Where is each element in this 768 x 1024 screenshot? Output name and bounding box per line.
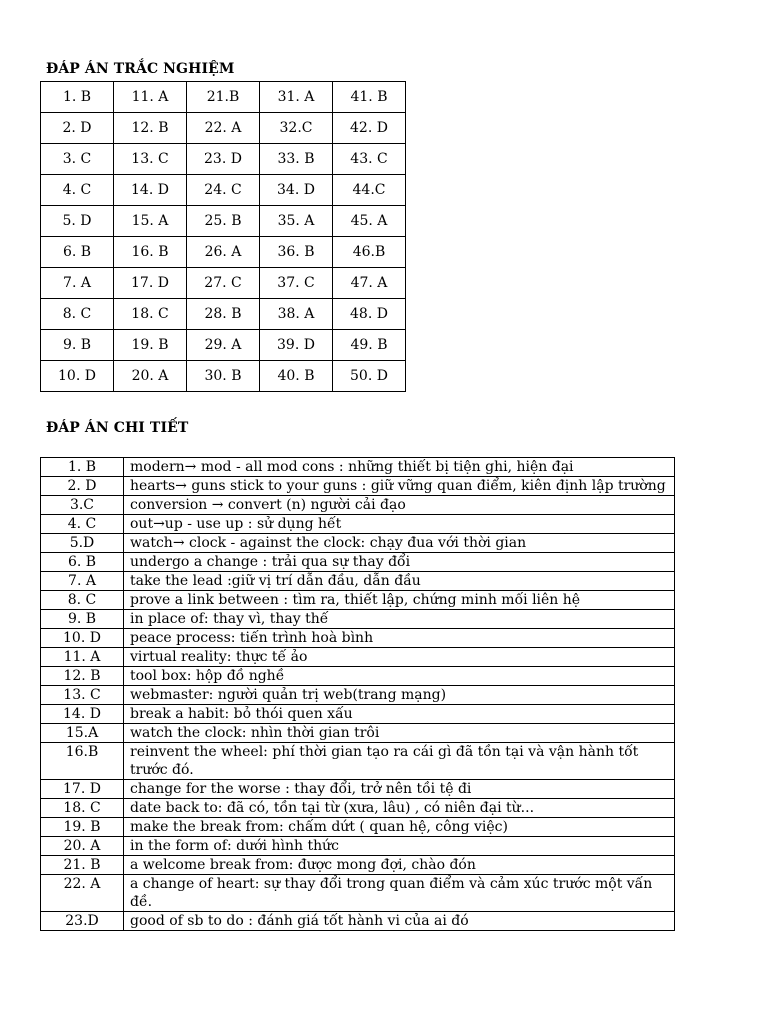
grid-cell: 11. A <box>114 82 187 113</box>
grid-cell: 19. B <box>114 330 187 361</box>
grid-cell: 43. C <box>333 144 406 175</box>
detailed-answers-heading: ĐÁP ÁN CHI TIẾT <box>46 420 189 436</box>
grid-row <box>41 113 406 144</box>
grid-cell: 18. C <box>114 299 187 330</box>
detail-question-number: 23.D <box>41 912 124 931</box>
detail-question-number: 18. C <box>41 799 124 818</box>
grid-cell: 49. B <box>333 330 406 361</box>
grid-row <box>41 330 406 361</box>
grid-cell: 21.B <box>187 82 260 113</box>
detail-explanation: conversion → convert (n) người cải đạo <box>124 496 675 515</box>
grid-cell: 27. C <box>187 268 260 299</box>
answer-grid-table <box>40 81 406 392</box>
grid-cell: 37. C <box>260 268 333 299</box>
detail-row <box>41 667 675 686</box>
grid-cell: 14. D <box>114 175 187 206</box>
grid-cell: 50. D <box>333 361 406 392</box>
detail-explanation: virtual reality: thực tế ảo <box>124 648 675 667</box>
detail-explanation: a change of heart: sự thay đổi trong quan điểm và cảm xúc trước một vấn đề. <box>124 875 675 912</box>
detail-explanation: break a habit: bỏ thói quen xấu <box>124 705 675 724</box>
detail-row <box>41 818 675 837</box>
detail-row <box>41 837 675 856</box>
grid-cell: 48. D <box>333 299 406 330</box>
grid-row <box>41 237 406 268</box>
grid-cell: 34. D <box>260 175 333 206</box>
grid-cell: 9. B <box>41 330 114 361</box>
grid-cell: 38. A <box>260 299 333 330</box>
detail-row <box>41 477 675 496</box>
detail-row <box>41 856 675 875</box>
detailed-answers-table <box>40 457 675 931</box>
detail-question-number: 22. A <box>41 875 124 912</box>
detail-question-number: 16.B <box>41 743 124 780</box>
grid-cell: 47. A <box>333 268 406 299</box>
detail-question-number: 9. B <box>41 610 124 629</box>
detail-question-number: 10. D <box>41 629 124 648</box>
detail-row <box>41 496 675 515</box>
detail-row <box>41 534 675 553</box>
detail-row <box>41 572 675 591</box>
detail-row <box>41 724 675 743</box>
detail-question-number: 14. D <box>41 705 124 724</box>
detail-question-number: 21. B <box>41 856 124 875</box>
detail-question-number: 5.D <box>41 534 124 553</box>
grid-row <box>41 299 406 330</box>
detail-question-number: 12. B <box>41 667 124 686</box>
grid-row <box>41 82 406 113</box>
detail-explanation: tool box: hộp đồ nghề <box>124 667 675 686</box>
detail-question-number: 17. D <box>41 780 124 799</box>
detail-question-number: 7. A <box>41 572 124 591</box>
detail-question-number: 8. C <box>41 591 124 610</box>
detail-row <box>41 912 675 931</box>
grid-cell: 6. B <box>41 237 114 268</box>
grid-row <box>41 206 406 237</box>
detail-explanation: watch→ clock - against the clock: chạy đua với thời gian <box>124 534 675 553</box>
detail-row <box>41 553 675 572</box>
grid-row <box>41 361 406 392</box>
grid-cell: 3. C <box>41 144 114 175</box>
grid-cell: 39. D <box>260 330 333 361</box>
detail-explanation: date back to: đã có, tồn tại từ (xưa, lâu) , có niên đại từ... <box>124 799 675 818</box>
detail-explanation: hearts→ guns stick to your guns : giữ vững quan điểm, kiên định lập trường <box>124 477 675 496</box>
grid-cell: 40. B <box>260 361 333 392</box>
grid-cell: 36. B <box>260 237 333 268</box>
grid-cell: 8. C <box>41 299 114 330</box>
multiple-choice-heading: ĐÁP ÁN TRẮC NGHIỆM <box>46 61 235 77</box>
detail-question-number: 13. C <box>41 686 124 705</box>
detail-row <box>41 629 675 648</box>
grid-cell: 13. C <box>114 144 187 175</box>
grid-cell: 42. D <box>333 113 406 144</box>
grid-cell: 24. C <box>187 175 260 206</box>
grid-cell: 16. B <box>114 237 187 268</box>
grid-cell: 46.B <box>333 237 406 268</box>
detail-row <box>41 458 675 477</box>
detail-explanation: webmaster: người quản trị web(trang mạng) <box>124 686 675 705</box>
grid-cell: 41. B <box>333 82 406 113</box>
grid-cell: 26. A <box>187 237 260 268</box>
detail-row <box>41 743 675 780</box>
grid-row <box>41 268 406 299</box>
grid-cell: 32.C <box>260 113 333 144</box>
detail-explanation: change for the worse : thay đổi, trở nên tồi tệ đi <box>124 780 675 799</box>
detail-explanation: out→up - use up : sử dụng hết <box>124 515 675 534</box>
detail-row <box>41 610 675 629</box>
grid-cell: 25. B <box>187 206 260 237</box>
detail-question-number: 11. A <box>41 648 124 667</box>
detail-explanation: modern→ mod - all mod cons : những thiết bị tiện ghi, hiện đại <box>124 458 675 477</box>
grid-cell: 30. B <box>187 361 260 392</box>
detail-explanation: peace process: tiến trình hoà bình <box>124 629 675 648</box>
detail-explanation: watch the clock: nhìn thời gian trôi <box>124 724 675 743</box>
grid-cell: 15. A <box>114 206 187 237</box>
grid-cell: 2. D <box>41 113 114 144</box>
detail-row <box>41 515 675 534</box>
detail-explanation: a welcome break from: được mong đợi, chào đón <box>124 856 675 875</box>
grid-cell: 12. B <box>114 113 187 144</box>
detail-row <box>41 780 675 799</box>
detail-explanation: undergo a change : trải qua sự thay đổi <box>124 553 675 572</box>
detail-explanation: reinvent the wheel: phí thời gian tạo ra cái gì đã tồn tại và vận hành tốt trước đó. <box>124 743 675 780</box>
detail-explanation: in the form of: dưới hình thức <box>124 837 675 856</box>
grid-cell: 29. A <box>187 330 260 361</box>
detail-row <box>41 799 675 818</box>
detail-row <box>41 705 675 724</box>
grid-cell: 1. B <box>41 82 114 113</box>
grid-cell: 17. D <box>114 268 187 299</box>
grid-cell: 35. A <box>260 206 333 237</box>
grid-cell: 5. D <box>41 206 114 237</box>
detail-question-number: 3.C <box>41 496 124 515</box>
grid-row <box>41 175 406 206</box>
detail-question-number: 15.A <box>41 724 124 743</box>
detail-question-number: 6. B <box>41 553 124 572</box>
grid-cell: 23. D <box>187 144 260 175</box>
grid-cell: 45. A <box>333 206 406 237</box>
grid-cell: 20. A <box>114 361 187 392</box>
detail-question-number: 19. B <box>41 818 124 837</box>
grid-cell: 7. A <box>41 268 114 299</box>
detail-row <box>41 648 675 667</box>
grid-cell: 4. C <box>41 175 114 206</box>
detail-explanation: take the lead :giữ vị trí dẫn đầu, dẫn đầu <box>124 572 675 591</box>
detail-question-number: 2. D <box>41 477 124 496</box>
grid-cell: 44.C <box>333 175 406 206</box>
grid-row <box>41 144 406 175</box>
grid-cell: 31. A <box>260 82 333 113</box>
grid-cell: 10. D <box>41 361 114 392</box>
detail-question-number: 1. B <box>41 458 124 477</box>
detail-row <box>41 875 675 912</box>
detail-explanation: in place of: thay vì, thay thế <box>124 610 675 629</box>
grid-cell: 22. A <box>187 113 260 144</box>
detail-explanation: prove a link between : tìm ra, thiết lập, chứng minh mối liên hệ <box>124 591 675 610</box>
grid-cell: 28. B <box>187 299 260 330</box>
detail-question-number: 20. A <box>41 837 124 856</box>
detail-explanation: good of sb to do : đánh giá tốt hành vi của ai đó <box>124 912 675 931</box>
detail-question-number: 4. C <box>41 515 124 534</box>
grid-cell: 33. B <box>260 144 333 175</box>
detail-explanation: make the break from: chấm dứt ( quan hệ, công việc) <box>124 818 675 837</box>
detail-row <box>41 686 675 705</box>
detail-row <box>41 591 675 610</box>
